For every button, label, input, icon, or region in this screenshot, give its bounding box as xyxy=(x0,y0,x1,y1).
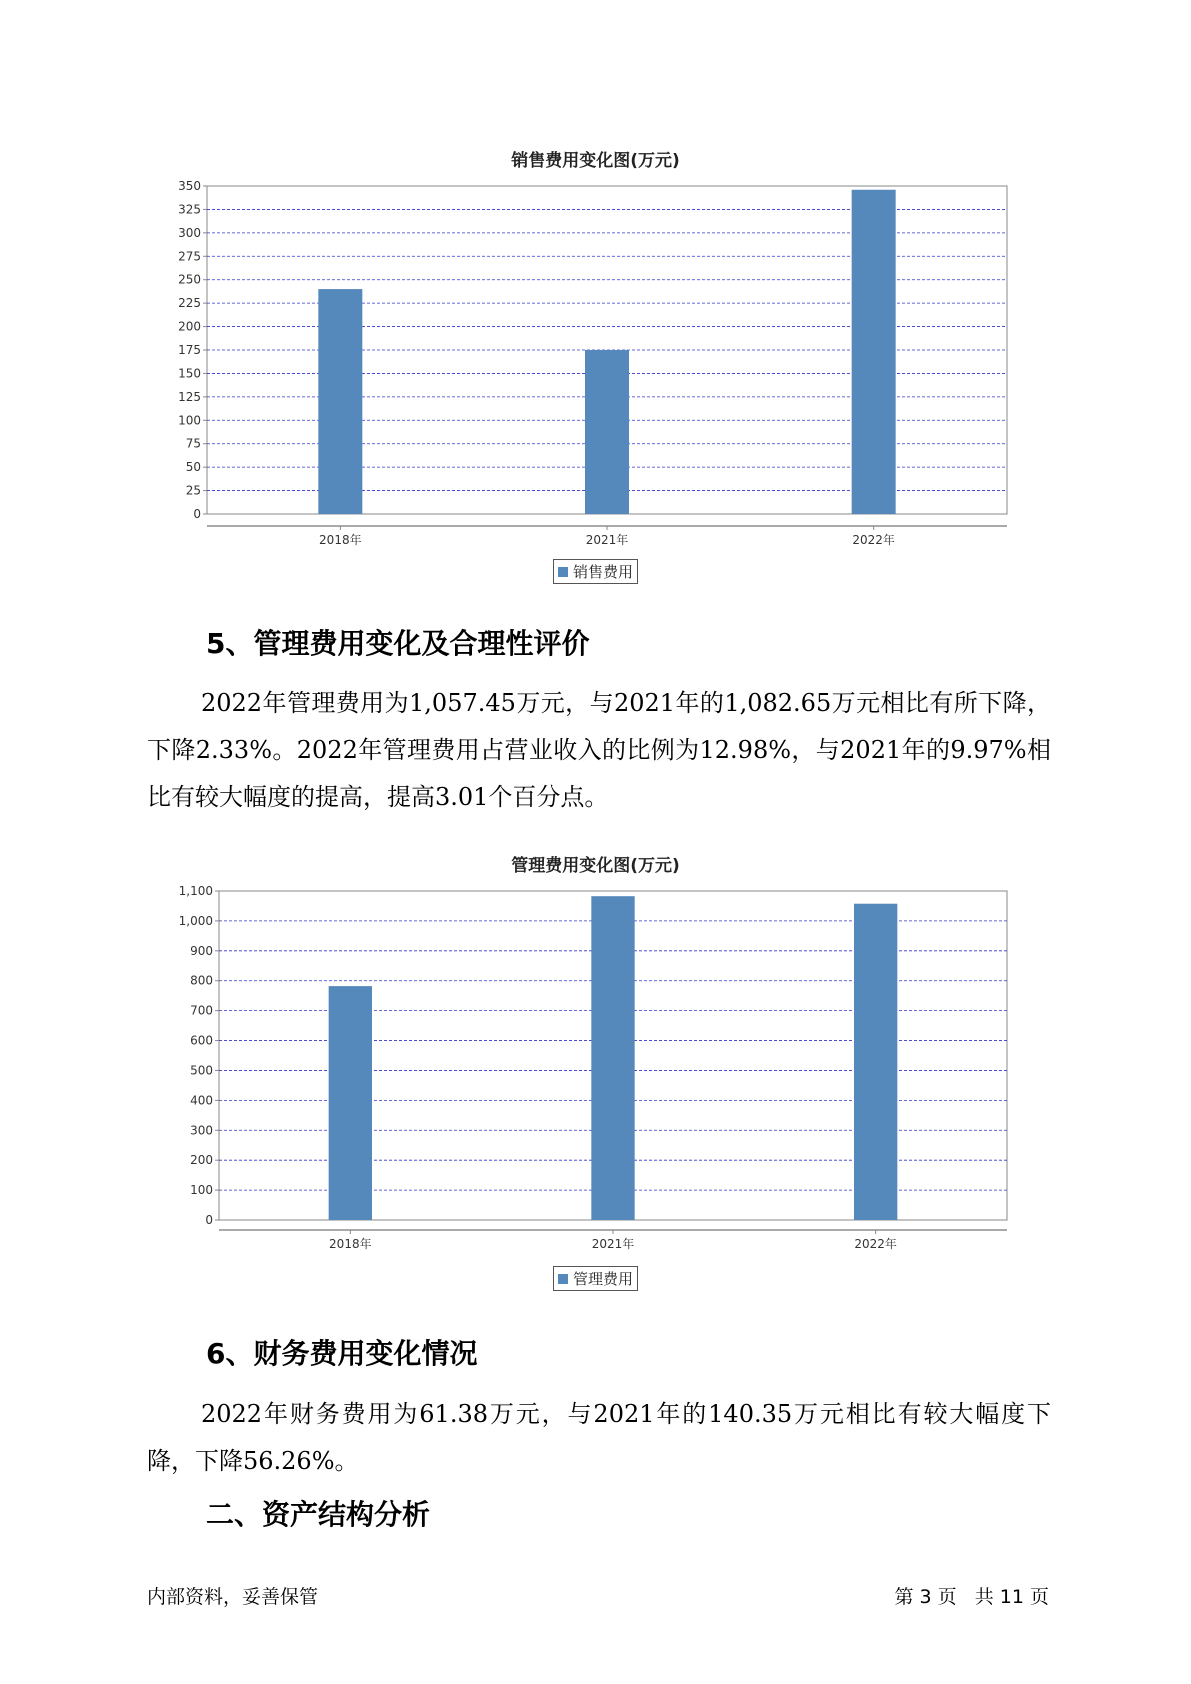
chart2-bar xyxy=(329,986,372,1220)
chart2-y-tick-label: 700 xyxy=(190,1003,213,1018)
chart2-x-tick-label: 2022年 xyxy=(854,1237,897,1251)
chart1-x-tick-label: 2022年 xyxy=(852,533,895,547)
section6-heading: 6、财务费用变化情况 xyxy=(206,1337,478,1370)
chart2-y-tick-label: 100 xyxy=(190,1183,213,1198)
chart2-legend-label: 管理费用 xyxy=(572,1270,633,1288)
chart1-y-tick-label: 50 xyxy=(185,460,201,475)
chart1-y-tick-label: 200 xyxy=(178,319,201,334)
chart2-y-tick-label: 0 xyxy=(205,1213,213,1227)
chart1-y-tick-label: 175 xyxy=(178,343,201,357)
chart1-y-tick-label: 75 xyxy=(185,436,201,451)
chart2-x-tick-label: 2021年 xyxy=(591,1237,635,1251)
chart1-y-tick-label: 125 xyxy=(178,389,201,404)
chart2-y-tick-label: 200 xyxy=(190,1153,213,1168)
chart2-title: 管理费用变化图(万元) xyxy=(511,856,680,876)
section5-heading: 5、管理费用变化及合理性评价 xyxy=(206,627,590,660)
chart2-y-tick-label: 900 xyxy=(190,943,213,958)
chart1-y-tick-label: 350 xyxy=(178,179,201,193)
chart1-y-tick-label: 0 xyxy=(193,507,201,521)
chart2-y-tick-label: 1,000 xyxy=(178,913,213,928)
footer-confidential: 内部资料，妥善保管 xyxy=(147,1586,319,1608)
assets-heading: 二、资产结构分析 xyxy=(206,1498,431,1531)
chart1-y-tick-label: 275 xyxy=(178,249,201,264)
chart1-y-tick-label: 325 xyxy=(178,202,201,217)
chart2-y-tick-label: 800 xyxy=(190,973,213,988)
chart2-legend xyxy=(0,1266,1191,1291)
chart2-y-tick-label: 300 xyxy=(190,1123,213,1138)
chart1-y-tick-label: 300 xyxy=(178,225,201,240)
section5-body: 2022年管理费用为1,057.45万元，与2021年的1,082.65万元相比有所下降，下降2.33%。2022年管理费用占营业收入的比例为12.98%，与2021年的9.97%相比有较大幅度的提高，提高3.01个百分点。 xyxy=(147,689,1051,811)
chart1-y-tick-label: 100 xyxy=(178,413,201,428)
chart2-y-tick-label: 1,100 xyxy=(178,884,213,898)
chart1-y-tick-label: 25 xyxy=(185,483,201,498)
chart2-legend-entry xyxy=(553,1266,638,1291)
chart2-y-tick-label: 600 xyxy=(190,1033,213,1048)
chart2-y-tick-label: 400 xyxy=(190,1093,213,1108)
chart1-x-tick-label: 2018年 xyxy=(319,533,362,547)
chart1-y-tick-label: 150 xyxy=(178,366,201,381)
chart1-title: 销售费用变化图(万元) xyxy=(511,151,680,171)
legend-swatch-icon xyxy=(558,1274,568,1284)
chart1-y-tick-label: 250 xyxy=(178,272,201,287)
section6-body: 2022年财务费用为61.38万元，与2021年的140.35万元相比有较大幅度下降，下降56.26%。 xyxy=(147,1400,1051,1475)
chart2-y-tick-label: 500 xyxy=(190,1063,213,1078)
footer-page-number: 第 3 页 共 11 页 xyxy=(894,1586,1049,1608)
chart2-x-tick-label: 2018年 xyxy=(329,1237,372,1251)
chart2-bar xyxy=(854,904,897,1220)
chart1-x-tick-label: 2021年 xyxy=(585,533,629,547)
chart1-y-tick-label: 225 xyxy=(178,296,201,311)
chart1-legend-label: 销售费用 xyxy=(572,563,633,581)
chart2-bar xyxy=(591,896,634,1220)
